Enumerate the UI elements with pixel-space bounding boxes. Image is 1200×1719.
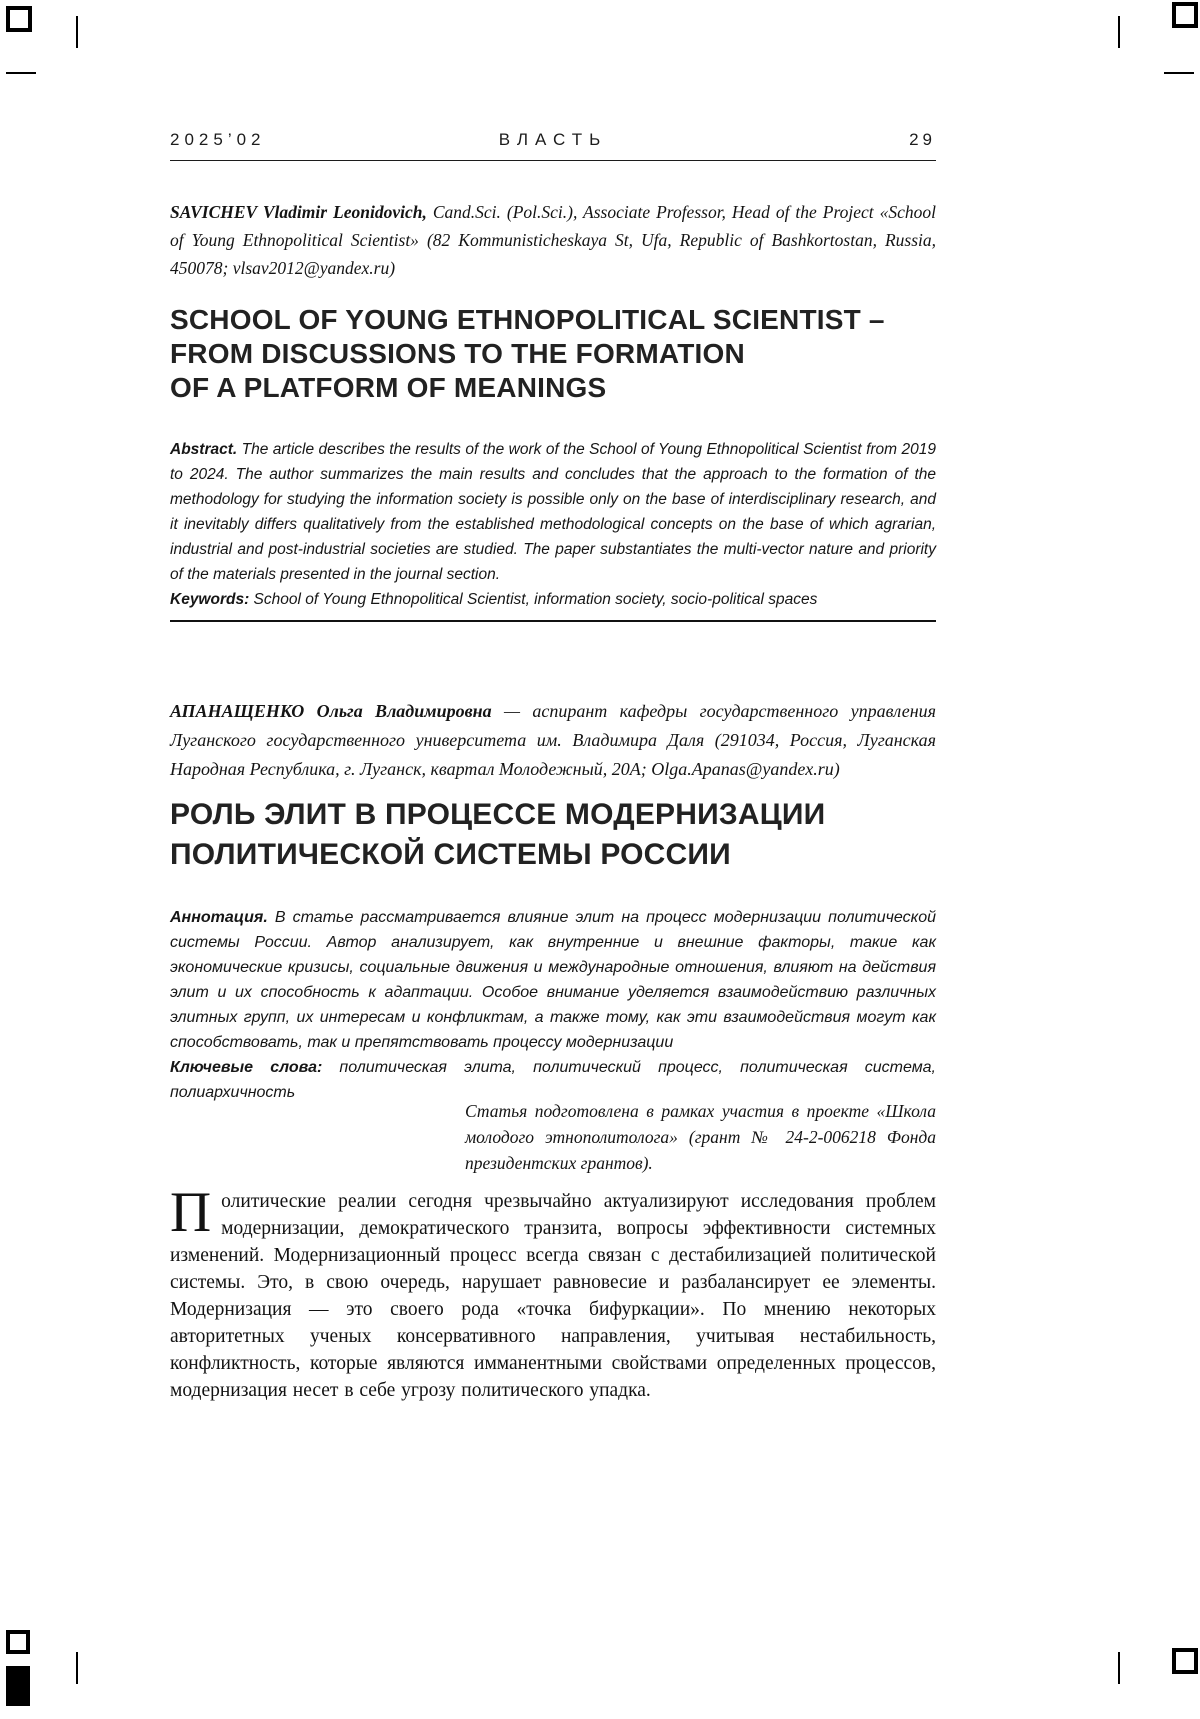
- title-line-2-en: FROM DISCUSSIONS TO THE FORMATION: [170, 338, 745, 369]
- abstract-body-en: The article describes the results of the work of the School of Young Ethnopolitical Scientist from 2019 to 2024. The author summarizes the main results and concludes that the approach to the formation of the methodology for studying the information society is possible only on the base of interdisciplinary research, and it inevitably differs qualitatively from the established methodological concepts on the base of which agrarian, industrial and post-industrial societies are studied. The paper substantiates the multi-vector nature and priority of the materials presented in the journal section.: [170, 441, 936, 583]
- crop-mark-tick-bottom-left: [76, 1652, 78, 1684]
- crop-mark-tick-top-left: [76, 16, 78, 48]
- abstract-text-en: [170, 437, 936, 587]
- page-number: 29: [909, 130, 936, 149]
- article-divider-rule: [170, 620, 936, 622]
- crop-mark-dash-left: [6, 72, 36, 74]
- author-details-ru: — аспирант кафедры государственного управления Луганского государственного университета им. Владимира Даля (291034, Россия, Луганская Народная Республика, г. Луганск, квартал Молодежный, 20А; Olga.Apanas@yandex.ru): [170, 701, 936, 779]
- title-line-1-ru: РОЛЬ ЭЛИТ В ПРОЦЕССЕ МОДЕРНИЗАЦИИ: [170, 798, 826, 831]
- author-info-en: [170, 198, 936, 282]
- title-line-2-ru: ПОЛИТИЧЕСКОЙ СИСТЕМЫ РОССИИ: [170, 838, 731, 871]
- annotation-label-ru: Аннотация.: [170, 909, 268, 926]
- crop-mark-square-top-right: [1172, 2, 1198, 28]
- keywords-text-en: School of Young Ethnopolitical Scientist, information society, socio-political spaces: [249, 591, 818, 608]
- journal-title: ВЛАСТЬ: [498, 130, 608, 149]
- annotation-ru: [170, 905, 936, 1105]
- author-name-en: SAVICHEV Vladimir Leonidovich,: [170, 202, 427, 222]
- abstract-en: [170, 437, 936, 612]
- keywords-label-ru: Ключевые слова:: [170, 1059, 323, 1076]
- keywords-label-en: Keywords:: [170, 591, 250, 608]
- author-info-ru: [170, 697, 936, 784]
- abstract-label-en: Abstract.: [170, 441, 238, 458]
- keywords-en: [170, 587, 936, 612]
- crop-mark-dash-right: [1164, 72, 1194, 74]
- annotation-text-ru: [170, 905, 936, 1055]
- grant-note: Статья подготовлена в рамках участия в проекте «Школа молодого этнополитолога» (грант № 24-2-006218 Фонда президентских грантов).: [465, 1101, 936, 1173]
- crop-mark-tick-bottom-right: [1118, 1652, 1120, 1684]
- crop-mark-square-top-left: [6, 6, 32, 32]
- article-title-en: [170, 303, 936, 405]
- crop-mark-tick-top-right: [1118, 16, 1120, 48]
- crop-mark-square-bottom-right: [1172, 1648, 1198, 1674]
- keywords-text-ru: политическая элита, политический процесс, политическая система, полиархичность: [170, 1059, 937, 1101]
- running-head-rule: [170, 160, 936, 161]
- drop-cap: П: [170, 1181, 212, 1244]
- article-title-ru: [170, 795, 936, 875]
- title-line-1-en: SCHOOL OF YOUNG ETHNOPOLITICAL SCIENTIST –: [170, 304, 885, 335]
- issue-label: 2025’02: [170, 130, 266, 149]
- annotation-body-ru: В статье рассматривается влияние элит на процесс модернизации политической системы России. Автор анализирует, как внутренние и внешние факторы, такие как экономические кризисы, социальные движения и международные отношения, влияют на действия элит и их способность к адаптации. Особое внимание уделяется взаимодействию различных элитных групп, их интересам и конфликтам, а также тому, как эти взаимодействия могут как способствовать, так и препятствовать процессу модернизации: [170, 909, 936, 1051]
- crop-mark-square-bottom-left-lower: [6, 1666, 30, 1706]
- author-details-en: Cand.Sci. (Pol.Sci.), Associate Professor, Head of the Project «School of Young Ethnopolitical Scientist» (82 Kommunisticheskaya St, Ufa, Republic of Bashkortostan, Russia, 450078; vlsav2012@yandex.ru): [170, 202, 937, 278]
- body-paragraph-text: олитические реалии сегодня чрезвычайно актуализируют исследования проблем модернизации, демократического транзита, вопросы эффективности системных изменений. Модернизационный процесс всегда связан с дестабилизацией политической системы. Это, в свою очередь, нарушает равновесие и разбалансирует ее элементы. Модернизация — это своего рода «точка бифуркации». По мнению некоторых авторитетных ученых консервативного направления, учитывая нестабильность, конфликтность, которые являются имманентными свойствами определенных процессов, модернизация несет в себе угрозу политического упадка.: [170, 1191, 936, 1401]
- body-paragraph: [170, 1181, 936, 1404]
- author-name-ru: АПАНАЩЕНКО Ольга Владимировна: [170, 701, 492, 721]
- running-head: [170, 130, 936, 150]
- crop-mark-square-bottom-left-upper: [6, 1630, 30, 1654]
- title-line-3-en: OF A PLATFORM OF MEANINGS: [170, 372, 607, 403]
